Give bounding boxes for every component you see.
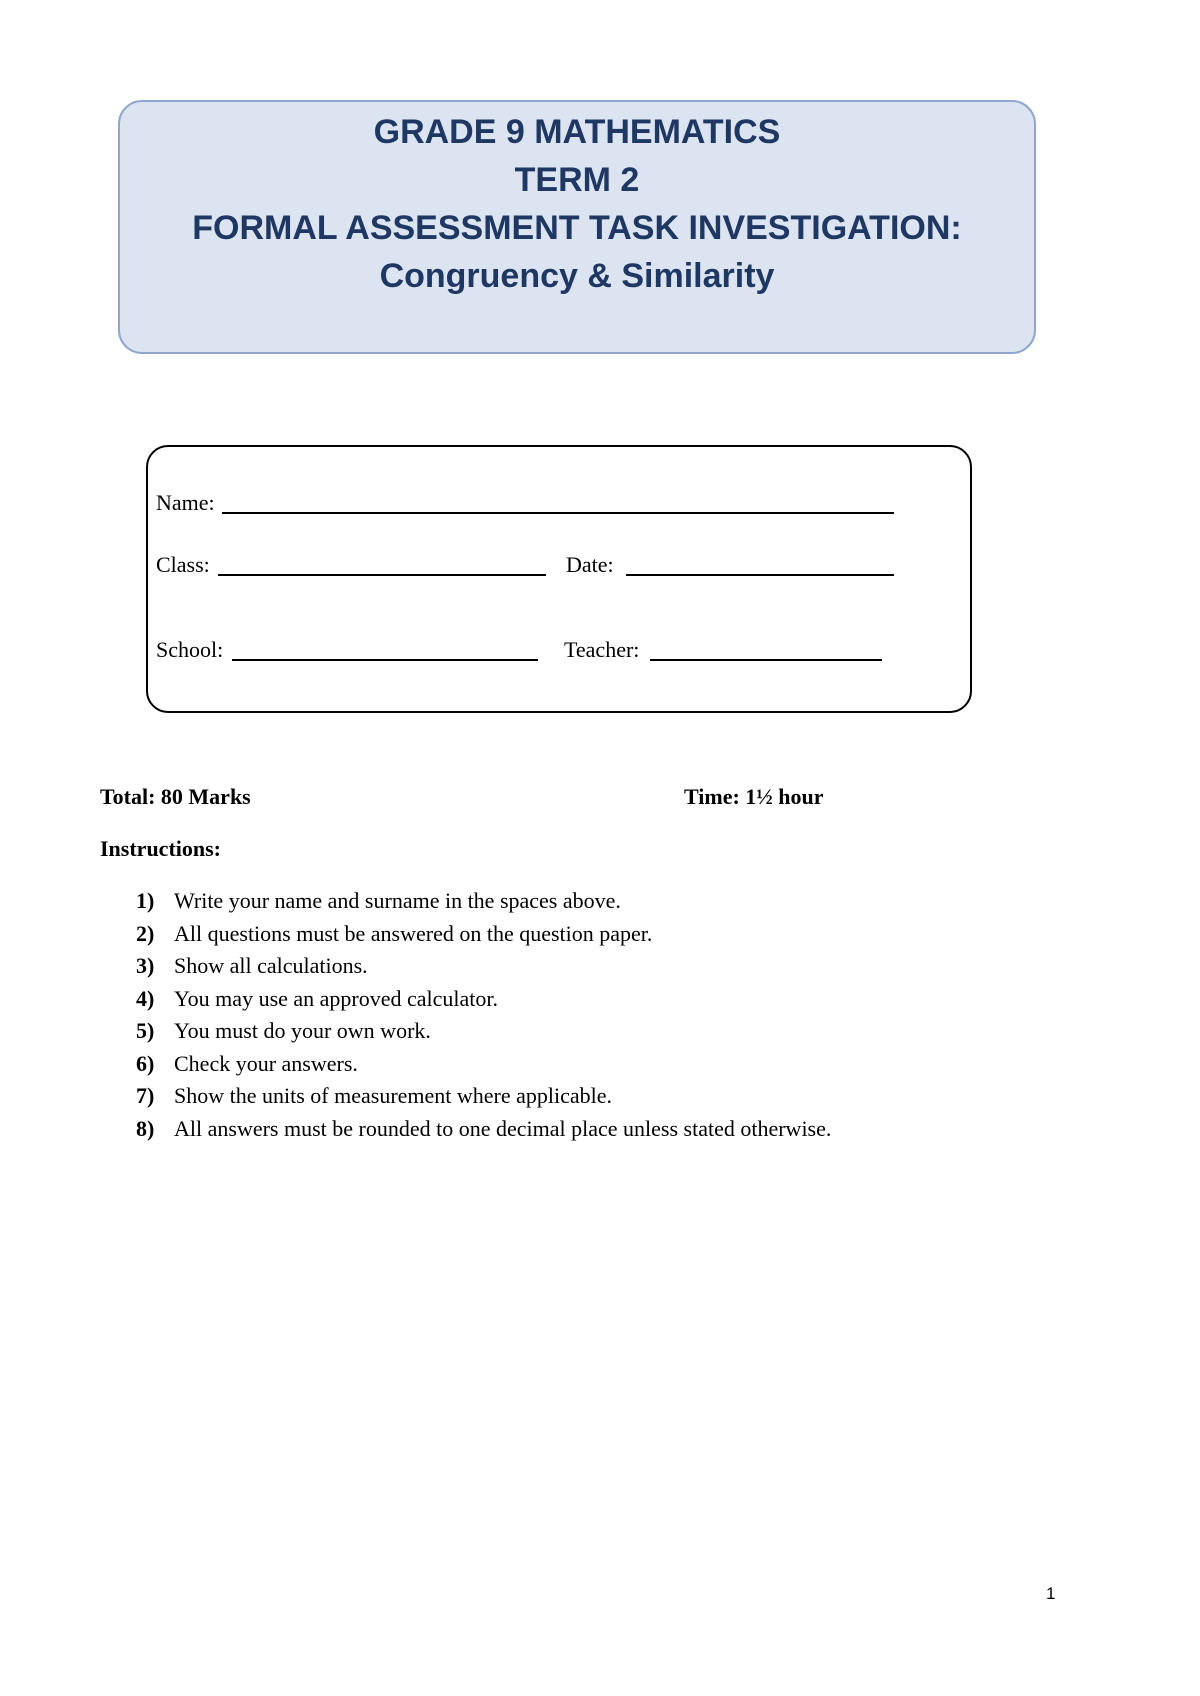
instructions-title: Instructions: (100, 836, 222, 861)
title-term: TERM 2 (514, 161, 640, 199)
teacher-blank-line[interactable] (650, 659, 882, 661)
title-topic: Congruency & Similarity (379, 257, 775, 295)
date-field[interactable] (566, 552, 614, 578)
school-blank-line[interactable] (232, 659, 538, 661)
class-field[interactable] (156, 552, 210, 578)
name-label: Name: (156, 490, 215, 515)
instruction-number: 4) (136, 985, 155, 1011)
name-field[interactable] (156, 490, 215, 516)
instruction-number: 2) (136, 920, 155, 946)
teacher-field[interactable] (564, 637, 639, 663)
instruction-text: You must do your own work. (174, 1018, 431, 1043)
instruction-text: All answers must be rounded to one decimal place unless stated otherwise. (174, 1115, 832, 1141)
school-field[interactable] (156, 637, 223, 663)
instruction-text: Check your answers. (174, 1050, 358, 1076)
class-blank-line[interactable] (218, 574, 546, 576)
date-blank-line[interactable] (626, 574, 894, 576)
instruction-number: 7) (136, 1083, 155, 1108)
instruction-text: Show all calculations. (174, 953, 368, 978)
instruction-number: 6) (136, 1050, 155, 1076)
name-blank-line[interactable] (222, 512, 894, 514)
title-grade-subject: GRADE 9 MATHEMATICS (373, 113, 781, 151)
time-allowed: Time: 1½ hour (684, 784, 824, 809)
instruction-text: All questions must be answered on the question paper. (174, 920, 653, 946)
teacher-label: Teacher: (564, 637, 640, 662)
instruction-number: 3) (136, 953, 155, 978)
instruction-number: 5) (136, 1018, 155, 1043)
title-task-type: FORMAL ASSESSMENT TASK INVESTIGATION: (192, 209, 962, 247)
instruction-text: Show the units of measurement where applicable. (174, 1083, 613, 1108)
learner-info-box (146, 445, 972, 713)
instruction-text: Write your name and surname in the spaces above. (174, 888, 621, 913)
school-label: School: (156, 637, 224, 662)
class-label: Class: (156, 552, 210, 577)
title-box (118, 100, 1036, 354)
instruction-number: 1) (136, 888, 155, 913)
instruction-text: You may use an approved calculator. (174, 985, 499, 1011)
instruction-number: 8) (136, 1115, 155, 1141)
total-marks: Total: 80 Marks (100, 784, 251, 809)
date-label: Date: (566, 552, 614, 577)
page-number: 1 (1046, 1584, 1056, 1603)
